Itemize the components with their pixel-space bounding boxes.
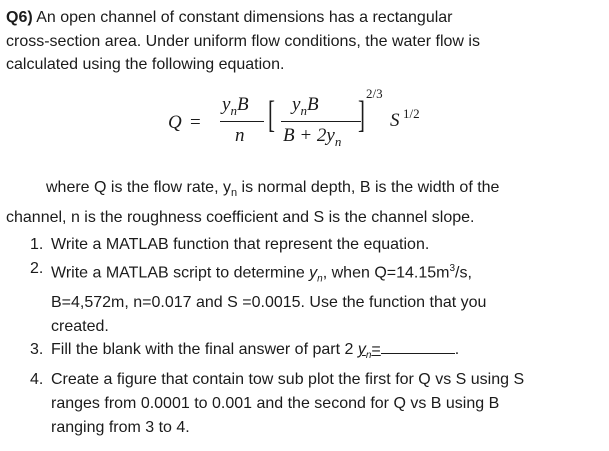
where-line-1: where Q is the flow rate, y (46, 179, 231, 196)
frac1-bar (220, 121, 264, 122)
list-item: 2. Write a MATLAB script to determine $y_n$, when $Q=14.15m^3/s$, B=4,572m, n=0.017 and S =0.0015. Use the function that you created. (30, 259, 487, 335)
where-line-2: channel, n is the roughness coefficient and S is the channel slope. (6, 208, 475, 226)
list-item: 4. Create a figure that contain tow sub plot the first for Q vs S using S ranges from 0.0001 to 0.001 and the second for Q vs B using B ranging from 3 to 4. (30, 371, 525, 436)
frac2-bar (281, 121, 361, 122)
intro-line-3: calculated using the following equation. (6, 56, 285, 73)
question-intro (6, 6, 602, 77)
list-item: 1. Write a MATLAB function that represent the equation. (30, 236, 430, 253)
task-list (0, 233, 609, 439)
exponent-two-thirds: 2/3 (366, 86, 383, 101)
eq-equals: = (190, 112, 201, 133)
left-bracket: [ (268, 94, 275, 136)
slope-s: S (390, 110, 400, 131)
right-bracket: ] (358, 94, 365, 136)
frac2-denominator: $B + 2y_n$ (283, 125, 342, 149)
intro-line-2: cross-section area. Under uniform flow conditions, the water flow is (6, 32, 480, 50)
list-item: 3. Fill the blank with the final answer of part 2 $y_n=$ . (30, 341, 460, 362)
question-label: Q6) (6, 9, 33, 26)
answer-blank[interactable] (381, 339, 455, 354)
intro-line-1: An open channel of constant dimensions has a rectangular (36, 9, 453, 26)
exponent-one-half: 1/2 (403, 106, 420, 121)
frac1-denominator: n (235, 125, 245, 146)
flow-equation (168, 86, 428, 162)
where-paragraph: where Q is the flow rate, $y_n$ is normal depth, B is the width of the channel, n is the roughness coefficient and S is the channel slope. (6, 179, 500, 226)
frac1-numerator: $y_nB$ (222, 94, 249, 118)
eq-lhs: Q (168, 112, 182, 133)
frac2-numerator: $y_nB$ (292, 94, 319, 118)
